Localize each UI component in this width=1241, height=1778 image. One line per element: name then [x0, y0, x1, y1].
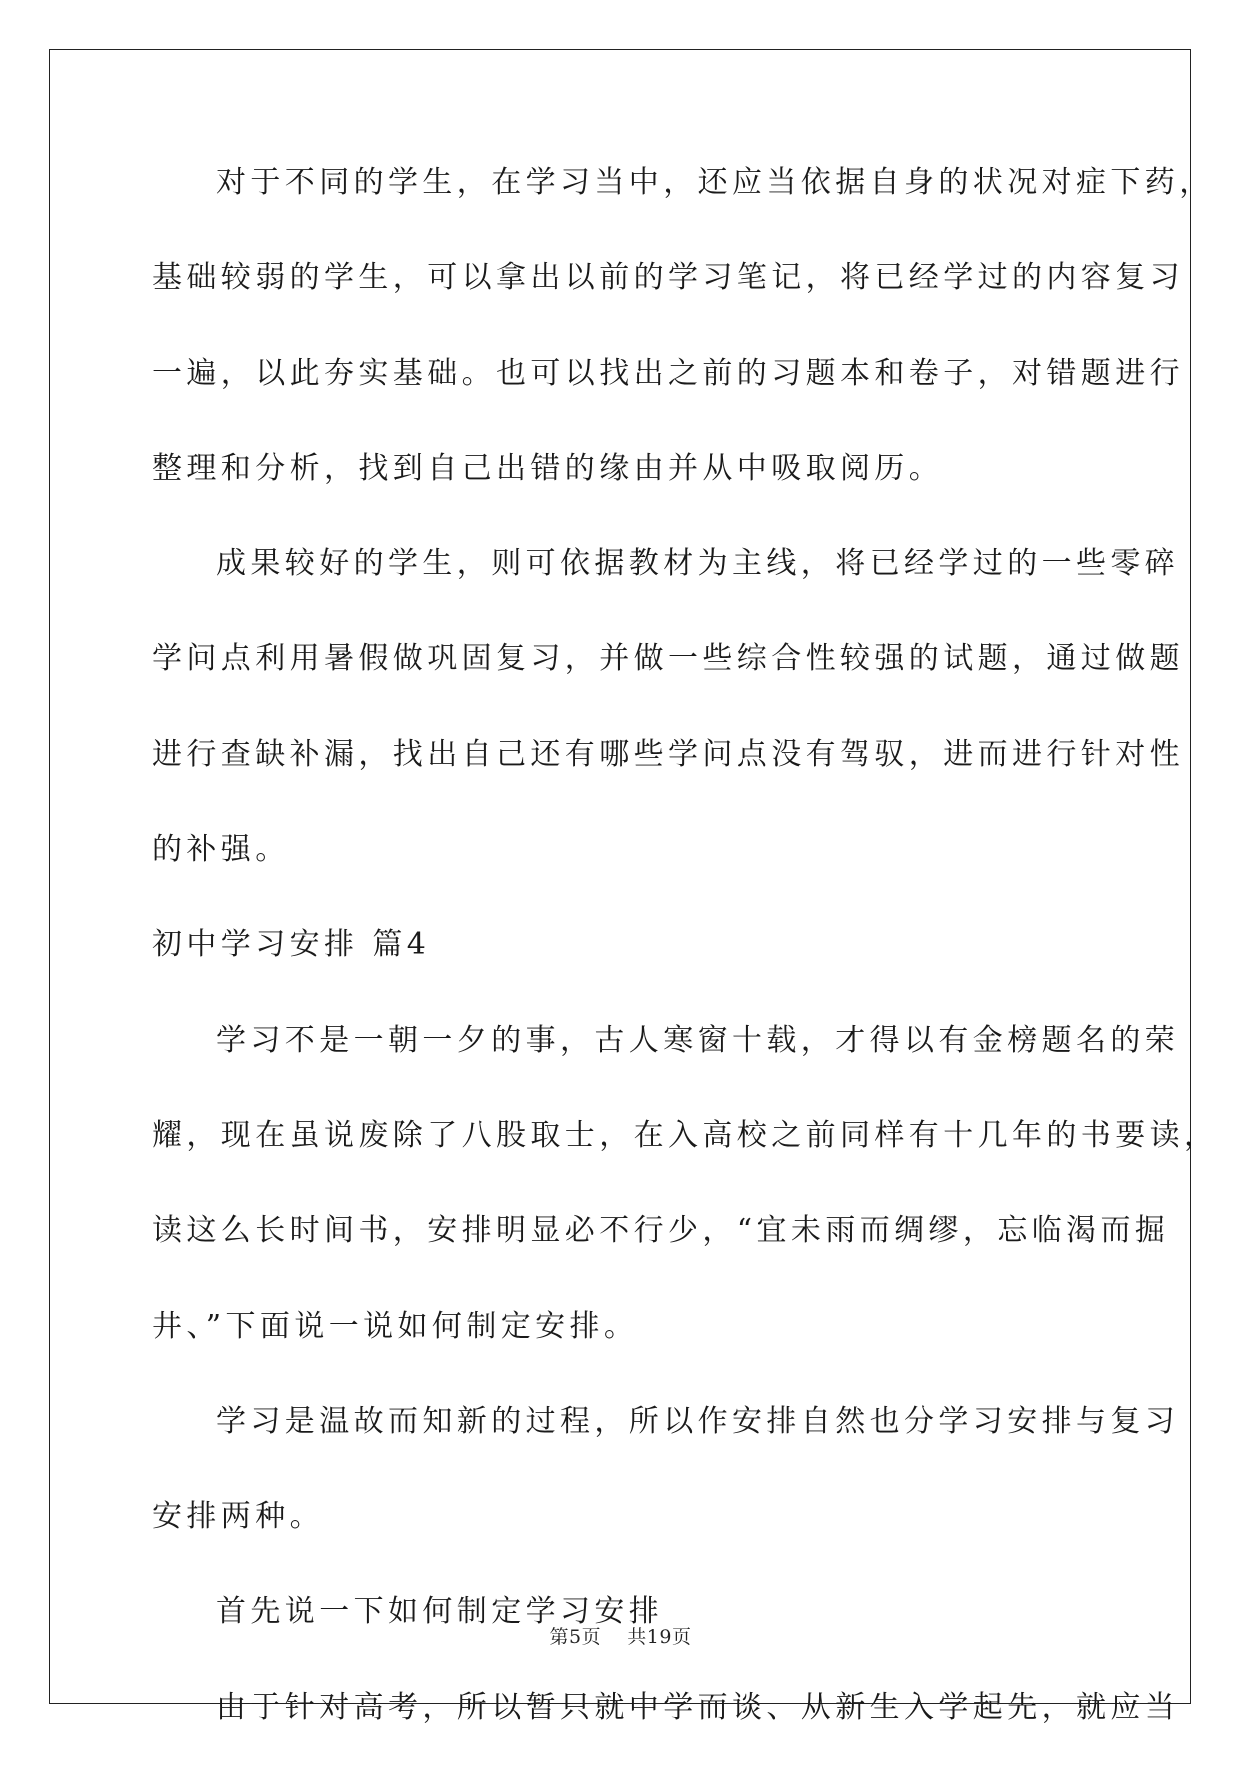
section-heading: 初中学习安排 篇4	[152, 927, 431, 963]
text-line: 基础较弱的学生，可以拿出以前的学习笔记，将已经学过的内容复习	[152, 260, 1184, 296]
text-line: 读这么长时间书，安排明显必不行少，“宜未雨而绸缪，忘临渴而掘	[152, 1213, 1170, 1249]
text-line: 井、”下面说一说如何制定安排。	[152, 1308, 639, 1344]
text-line: 安排两种。	[152, 1499, 324, 1535]
text-line: 学习是温故而知新的过程，所以作安排自然也分学习安排与复习	[216, 1403, 1180, 1439]
page-total: 共19页	[627, 1626, 692, 1648]
text-line: 成果较好的学生，则可依据教材为主线，将已经学过的一些零碎	[216, 546, 1180, 582]
text-line: 对于不同的学生，在学习当中，还应当依据自身的状况对症下药，	[216, 165, 1214, 200]
text-line: 首先说一下如何制定学习安排	[216, 1594, 664, 1630]
page-number: 第5页	[549, 1626, 602, 1648]
text-line: 一遍，以此夯实基础。也可以找出之前的习题本和卷子，对错题进行	[152, 355, 1184, 391]
text-line: 学问点利用暑假做巩固复习，并做一些综合性较强的试题，通过做题	[152, 641, 1184, 677]
text-line: 耀，现在虽说废除了八股取士，在入高校之前同样有十几年的书要读，	[152, 1117, 1219, 1153]
text-line: 的补强。	[152, 832, 290, 868]
text-line: 整理和分析，找到自己出错的缘由并从中吸取阅历。	[152, 450, 944, 486]
text-line: 进行查缺补漏，找出自己还有哪些学问点没有驾驭，进而进行针对性	[152, 736, 1184, 772]
document-body	[152, 158, 1219, 1778]
text-line: 由于针对高考，所以暂只就中学而谈、从新生入学起先，就应当	[216, 1689, 1180, 1725]
page-footer	[0, 1622, 1241, 1649]
text-line: 学习不是一朝一夕的事，古人寒窗十载，才得以有金榜题名的荣	[216, 1022, 1180, 1058]
